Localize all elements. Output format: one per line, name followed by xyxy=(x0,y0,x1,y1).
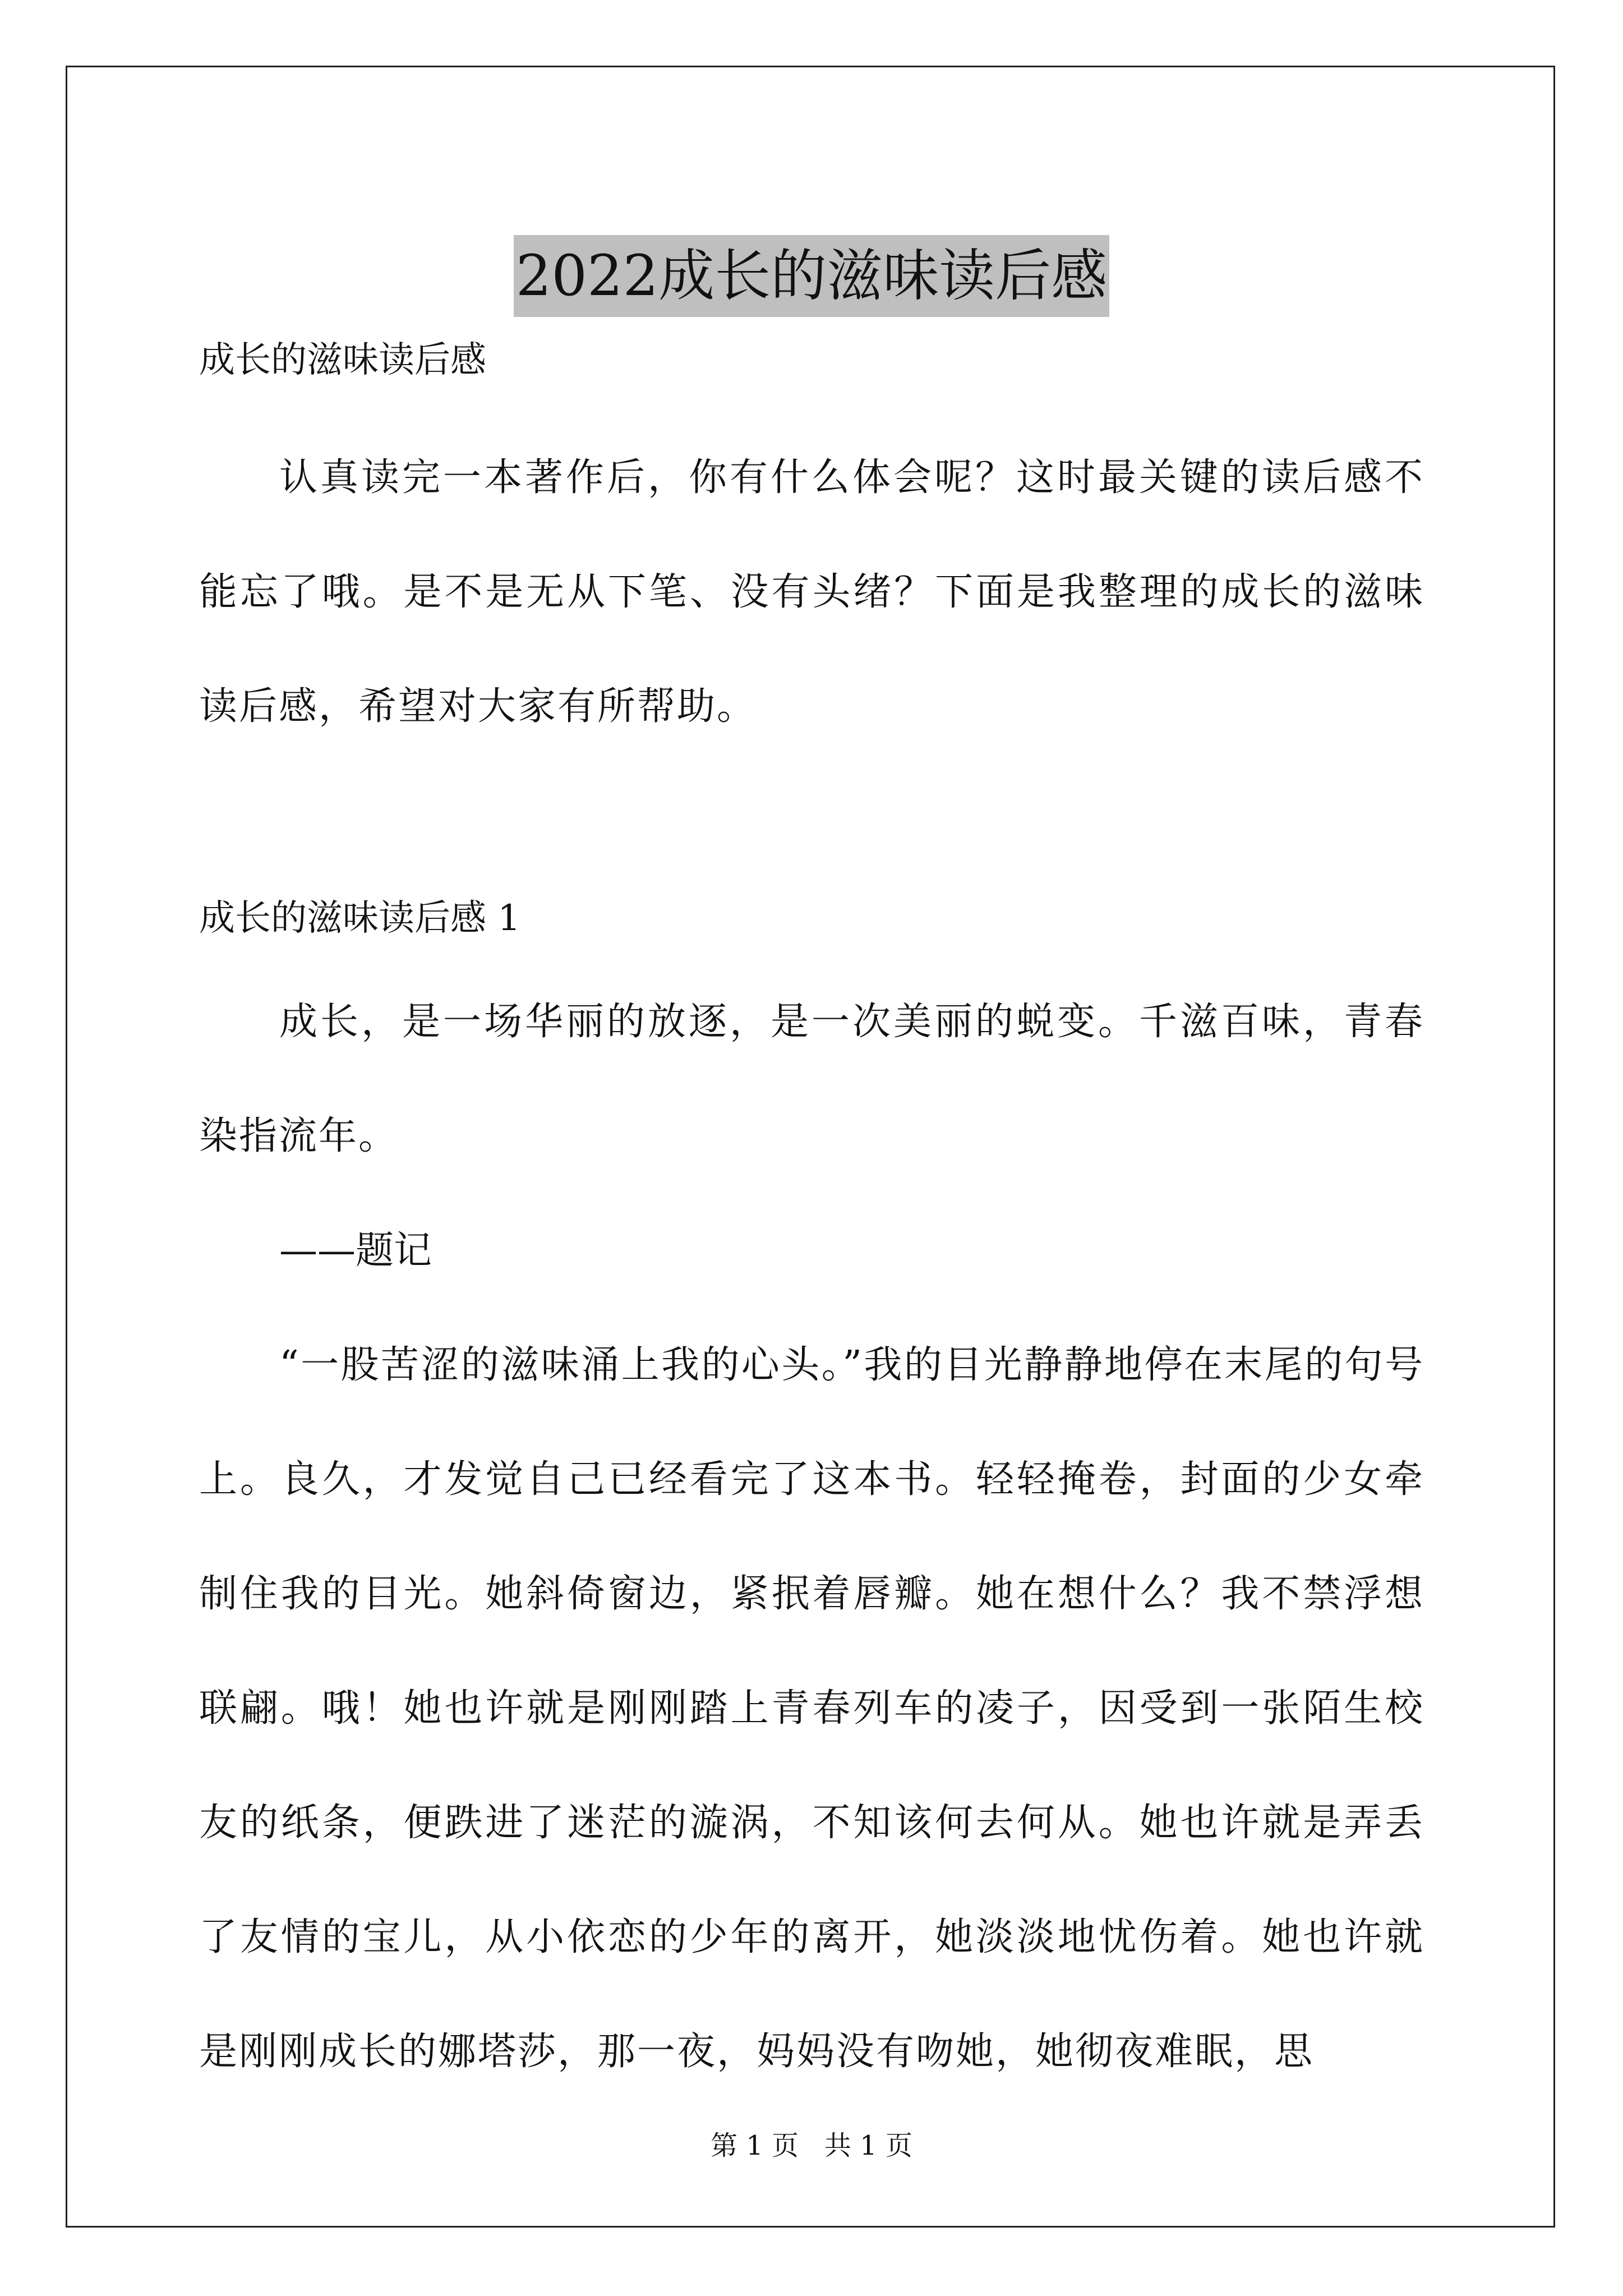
section-1-paragraph-1: 成长，是一场华丽的放逐，是一次美丽的蜕变。千滋百味，青春染指流年。 xyxy=(199,1000,1424,1158)
section-1-signature: ——题记 xyxy=(279,1228,432,1273)
page-number: 第 1 页 xyxy=(711,2130,799,2161)
intro-heading: 成长的滋味读后感 xyxy=(199,339,486,381)
page-total: 共 1 页 xyxy=(824,2130,912,2161)
document-title: 2022成长的滋味读后感 xyxy=(514,235,1110,317)
page-footer xyxy=(0,2129,1623,2162)
intro-paragraph: 认真读完一本著作后，你有什么体会呢？这时最关键的读后感不能忘了哦。是不是无从下笔、没有头绪？下面是我整理的成长的滋味读后感，希望对大家有所帮助。 xyxy=(199,455,1424,729)
section-1-paragraph-2: “一股苦涩的滋味涌上我的心头。”我的目光静静地停在末尾的句号上。良久，才发觉自己已经看完了这本书。轻轻掩卷，封面的少女牵制住我的目光。她斜倚窗边，紧抿着唇瓣。她在想什么？我不禁浮想联翩。哦！她也许就是刚刚踏上青春列车的凌子，因受到一张陌生校友的纸条，便跌进了迷茫的漩涡，不知该何去何从。她也许就是弄丢了友情的宝儿，从小依恋的少年的离开，她淡淡地忧伤着。她也许就是刚刚成长的娜塔莎，那一夜，妈妈没有吻她，她彻夜难眠，思 xyxy=(199,1343,1424,2074)
section-1-heading: 成长的滋味读后感 1 xyxy=(199,898,521,939)
